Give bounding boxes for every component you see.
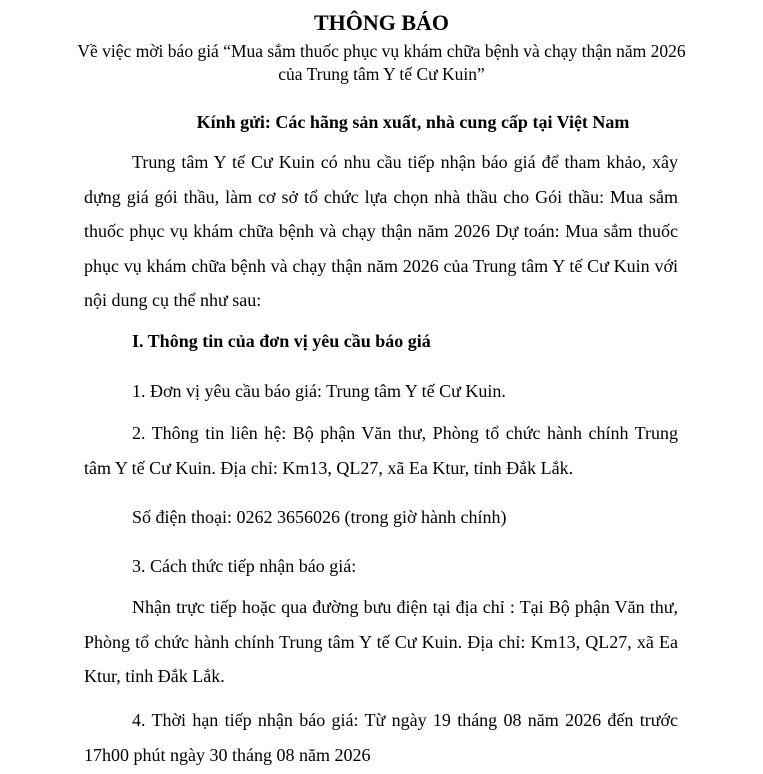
item-4-deadline: 4. Thời hạn tiếp nhận báo giá: Từ ngày 19 tháng 08 năm 2026 đến trước 17h00 phút ngày 30 tháng 08 năm 2026	[84, 710, 678, 765]
item-3-receiving-method: 3. Cách thức tiếp nhận báo giá:	[132, 556, 357, 576]
item-2-contact-info: 2. Thông tin liên hệ: Bộ phận Văn thư, Phòng tổ chức hành chính Trung tâm Y tế Cư Kuin. Địa chỉ: Km13, QL27, xã Ea Ktur, tỉnh Đắk Lắk.	[84, 423, 678, 478]
document-title: THÔNG BÁO	[313, 10, 450, 35]
document-subtitle: Về việc mời báo giá “Mua sắm thuốc phục vụ khám chữa bệnh và chạy thận năm 2026 của Trung tâm Y tế Cư Kuin”	[77, 41, 686, 84]
section-1-title: I. Thông tin của đơn vị yêu cầu báo giá	[132, 331, 431, 351]
item-1-requesting-unit: 1. Đơn vị yêu cầu báo giá: Trung tâm Y tế Cư Kuin.	[132, 381, 506, 401]
item-3-receiving-detail: Nhận trực tiếp hoặc qua đường bưu điện tại địa chỉ : Tại Bộ phận Văn thư, Phòng tổ chức hành chính Trung tâm Y tế Cư Kuin. Địa chỉ: Km13, QL27, xã Ea Ktur, tỉnh Đắk Lắk.	[84, 597, 678, 686]
greeting-line: Kính gửi: Các hãng sản xuất, nhà cung cấp tại Việt Nam	[196, 112, 630, 132]
intro-paragraph: Trung tâm Y tế Cư Kuin có nhu cầu tiếp nhận báo giá để tham khảo, xây dựng giá gói thầu, làm cơ sở tổ chức lựa chọn nhà thầu cho Gói thầu: Mua sắm thuốc phục vụ khám chữa bệnh và chạy thận năm 2026 Dự toán: Mua sắm thuốc phục vụ khám chữa bệnh và chạy thận năm 2026 của Trung tâm Y tế Cư Kuin với nội dung cụ thể như sau:	[84, 152, 678, 310]
phone-number-line: Số điện thoại: 0262 3656026 (trong giờ hành chính)	[132, 507, 507, 527]
